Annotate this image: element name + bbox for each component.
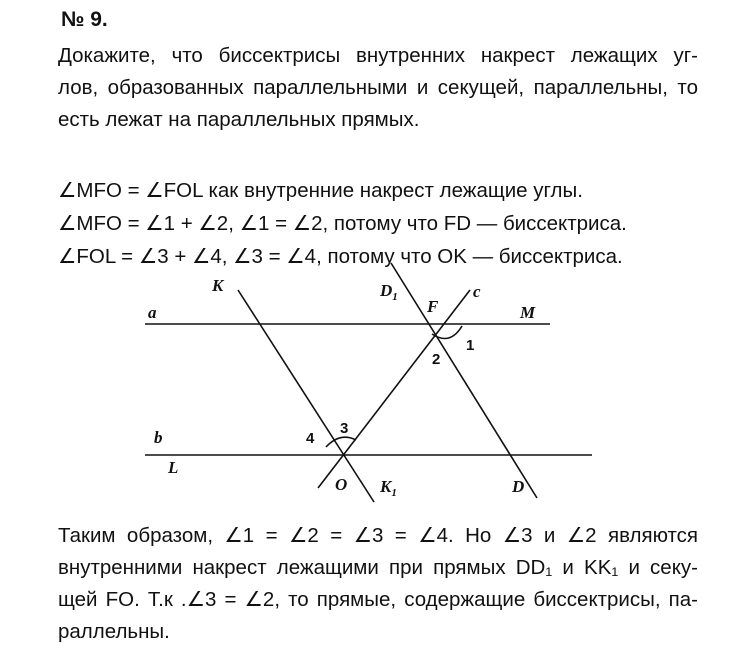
proof-line: ∠FOL = ∠3 + ∠4, ∠3 = ∠4, потому что OK — биссектриса. [58, 245, 623, 268]
line-c [318, 290, 470, 488]
conclusion-line: внутренними накрест лежащими при прямых DD₁ и KK₁ и секу- [58, 556, 698, 579]
label-L: L [168, 458, 179, 477]
angle-label-1: 1 [466, 337, 475, 354]
label-D: D [512, 477, 525, 496]
problem-number: № 9. [61, 8, 108, 31]
statement-line: Докажите, что биссектрисы внутренних накрест лежащих уг- [58, 44, 698, 67]
label-D1-main: D [380, 281, 393, 300]
proof-line: ∠MFO = ∠1 + ∠2, ∠1 = ∠2, потому что FD — биссектриса. [58, 212, 627, 235]
conclusion-line: Таким образом, ∠1 = ∠2 = ∠3 = ∠4. Но ∠3 и ∠2 являются [58, 524, 698, 547]
angle-label-4: 4 [306, 430, 315, 447]
conclusion-line: щей FO. Т.к .∠3 = ∠2, то прямые, содержащие биссектрисы, па- [58, 588, 698, 611]
label-D1-sub: 1 [392, 291, 398, 303]
conclusion-text [58, 520, 698, 648]
conclusion-line: раллельны. [58, 620, 170, 643]
label-F: F [427, 297, 439, 316]
line-ok [238, 290, 374, 502]
angle-label-2: 2 [432, 351, 441, 368]
label-b: b [154, 428, 163, 447]
statement-line: есть лежат на параллельных прямых. [58, 108, 420, 131]
label-c: c [473, 282, 481, 301]
label-D1 [379, 281, 398, 303]
label-K1-main: K [380, 477, 392, 496]
proof-line: ∠MFO = ∠FOL как внутренние накрест лежащие углы. [58, 179, 583, 202]
statement-line: лов, образованных параллельными и секущей, параллельны, то [58, 76, 698, 99]
label-a: a [148, 303, 157, 322]
angle-label-3: 3 [340, 420, 349, 437]
label-K: K [212, 276, 224, 295]
angle-arc-f [432, 326, 462, 339]
label-K1 [379, 477, 397, 499]
label-K1-sub: 1 [391, 487, 397, 499]
label-M: M [520, 303, 536, 322]
label-O: O [335, 475, 348, 494]
